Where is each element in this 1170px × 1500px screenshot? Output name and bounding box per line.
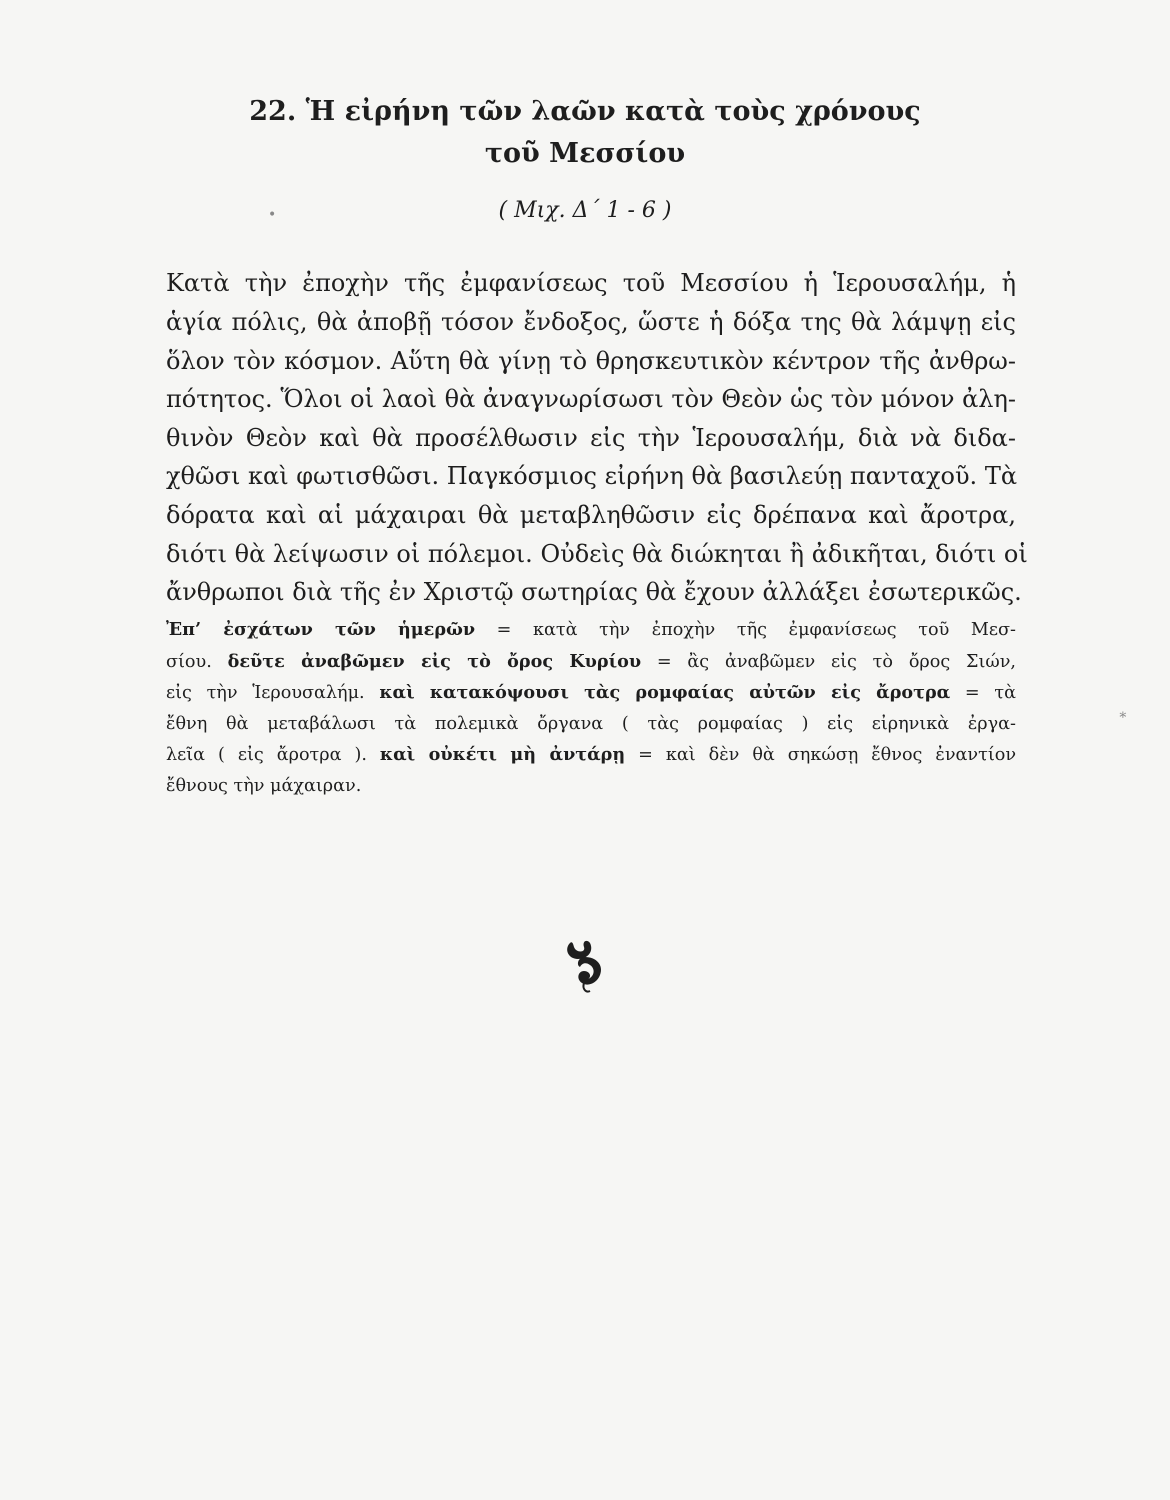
note-line: [166, 618, 1016, 642]
paragraph-line: θινὸν Θεὸν καὶ θὰ προσέλθωσιν εἰς τὴν Ἱερουσαλήμ, διὰ νὰ διδα-: [166, 424, 1016, 452]
scan-speck: ∗: [1118, 707, 1128, 723]
note-text: = ἂς ἀναβῶμεν εἰς τὸ ὄρος Σιών,: [641, 652, 1016, 672]
scripture-reference: ( Μιχ. Δ΄ 1 - 6 ): [498, 198, 672, 223]
note-term: καὶ κατακόψουσι τὰς ρομφαίας αὐτῶν εἰς ἄροτρα: [379, 682, 951, 703]
note-text: = κατὰ τὴν ἐποχὴν τῆς ἐμφανίσεως τοῦ Μεσ-: [475, 620, 1016, 640]
paragraph-line: ὅλον τὸν κόσμον. Αὕτη θὰ γίνῃ τὸ θρησκευτικὸν κέντρον τῆς ἀνθρω-: [166, 347, 1016, 375]
fleuron-ornament: [560, 935, 610, 995]
paragraph-line: Κατὰ τὴν ἐποχὴν τῆς ἐμφανίσεως τοῦ Μεσσίου ἡ Ἱερουσαλήμ, ἡ: [166, 269, 1016, 297]
paragraph-line: ἄνθρωποι διὰ τῆς ἐν Χριστῷ σωτηρίας θὰ ἔχουν ἀλλάξει ἐσωτερικῶς.: [166, 578, 1022, 606]
note-text: = τὰ: [950, 683, 1016, 703]
note-line: [166, 712, 1016, 736]
note-text: ἔθνη θὰ μεταβάλωσι τὰ πολεμικὰ ὄργανα ( τὰς ρομφαίας ) εἰς εἰρηνικὰ ἐργα-: [166, 714, 1016, 734]
note-line: [166, 681, 1016, 705]
paragraph-line: πότητος. Ὅλοι οἱ λαοὶ θὰ ἀναγνωρίσωσι τὸν Θεὸν ὡς τὸν μόνον ἀλη-: [166, 385, 1016, 413]
note-text: ἔθνους τὴν μάχαιραν.: [166, 776, 362, 796]
paragraph-line: χθῶσι καὶ φωτισθῶσι. Παγκόσμιος εἰρήνη θὰ βασιλεύῃ πανταχοῦ. Τὰ: [166, 462, 1018, 490]
note-text: = καὶ δὲν θὰ σηκώσῃ ἔθνος ἐναντίον: [625, 745, 1017, 765]
paragraph-line: διότι θὰ λείψωσιν οἱ πόλεμοι. Οὐδεὶς θὰ διώκηται ἢ ἀδικῆται, διότι οἱ: [166, 540, 1028, 568]
paragraph-line: δόρατα καὶ αἱ μάχαιραι θὰ μεταβληθῶσιν εἰς δρέπανα καὶ ἄροτρα,: [166, 501, 1016, 529]
note-line: [166, 774, 1016, 798]
note-term: καὶ οὐκέτι μὴ ἀντάρῃ: [379, 744, 626, 765]
section-title-line-1: 22. Ἡ εἰρήνη τῶν λαῶν κατὰ τοὺς χρόνους: [249, 96, 921, 127]
note-text: σίου.: [166, 652, 228, 672]
scan-speck: •: [268, 207, 277, 223]
note-text: εἰς τὴν Ἱερουσαλήμ.: [166, 683, 380, 703]
note-line: [166, 650, 1016, 674]
section-title-line-2: τοῦ Μεσσίου: [484, 138, 686, 169]
note-line: [166, 743, 1016, 767]
note-text: λεῖα ( εἰς ἄροτρα ).: [166, 745, 380, 765]
note-term: δεῦτε ἀναβῶμεν εἰς τὸ ὄρος Κυρίου: [227, 651, 642, 672]
note-term: Ἐπ’ ἐσχάτων τῶν ἡμερῶν: [166, 619, 476, 640]
paragraph-line: ἁγία πόλις, θὰ ἀποβῇ τόσον ἔνδοξος, ὥστε ἡ δόξα της θὰ λάμψῃ εἰς: [166, 308, 1016, 336]
